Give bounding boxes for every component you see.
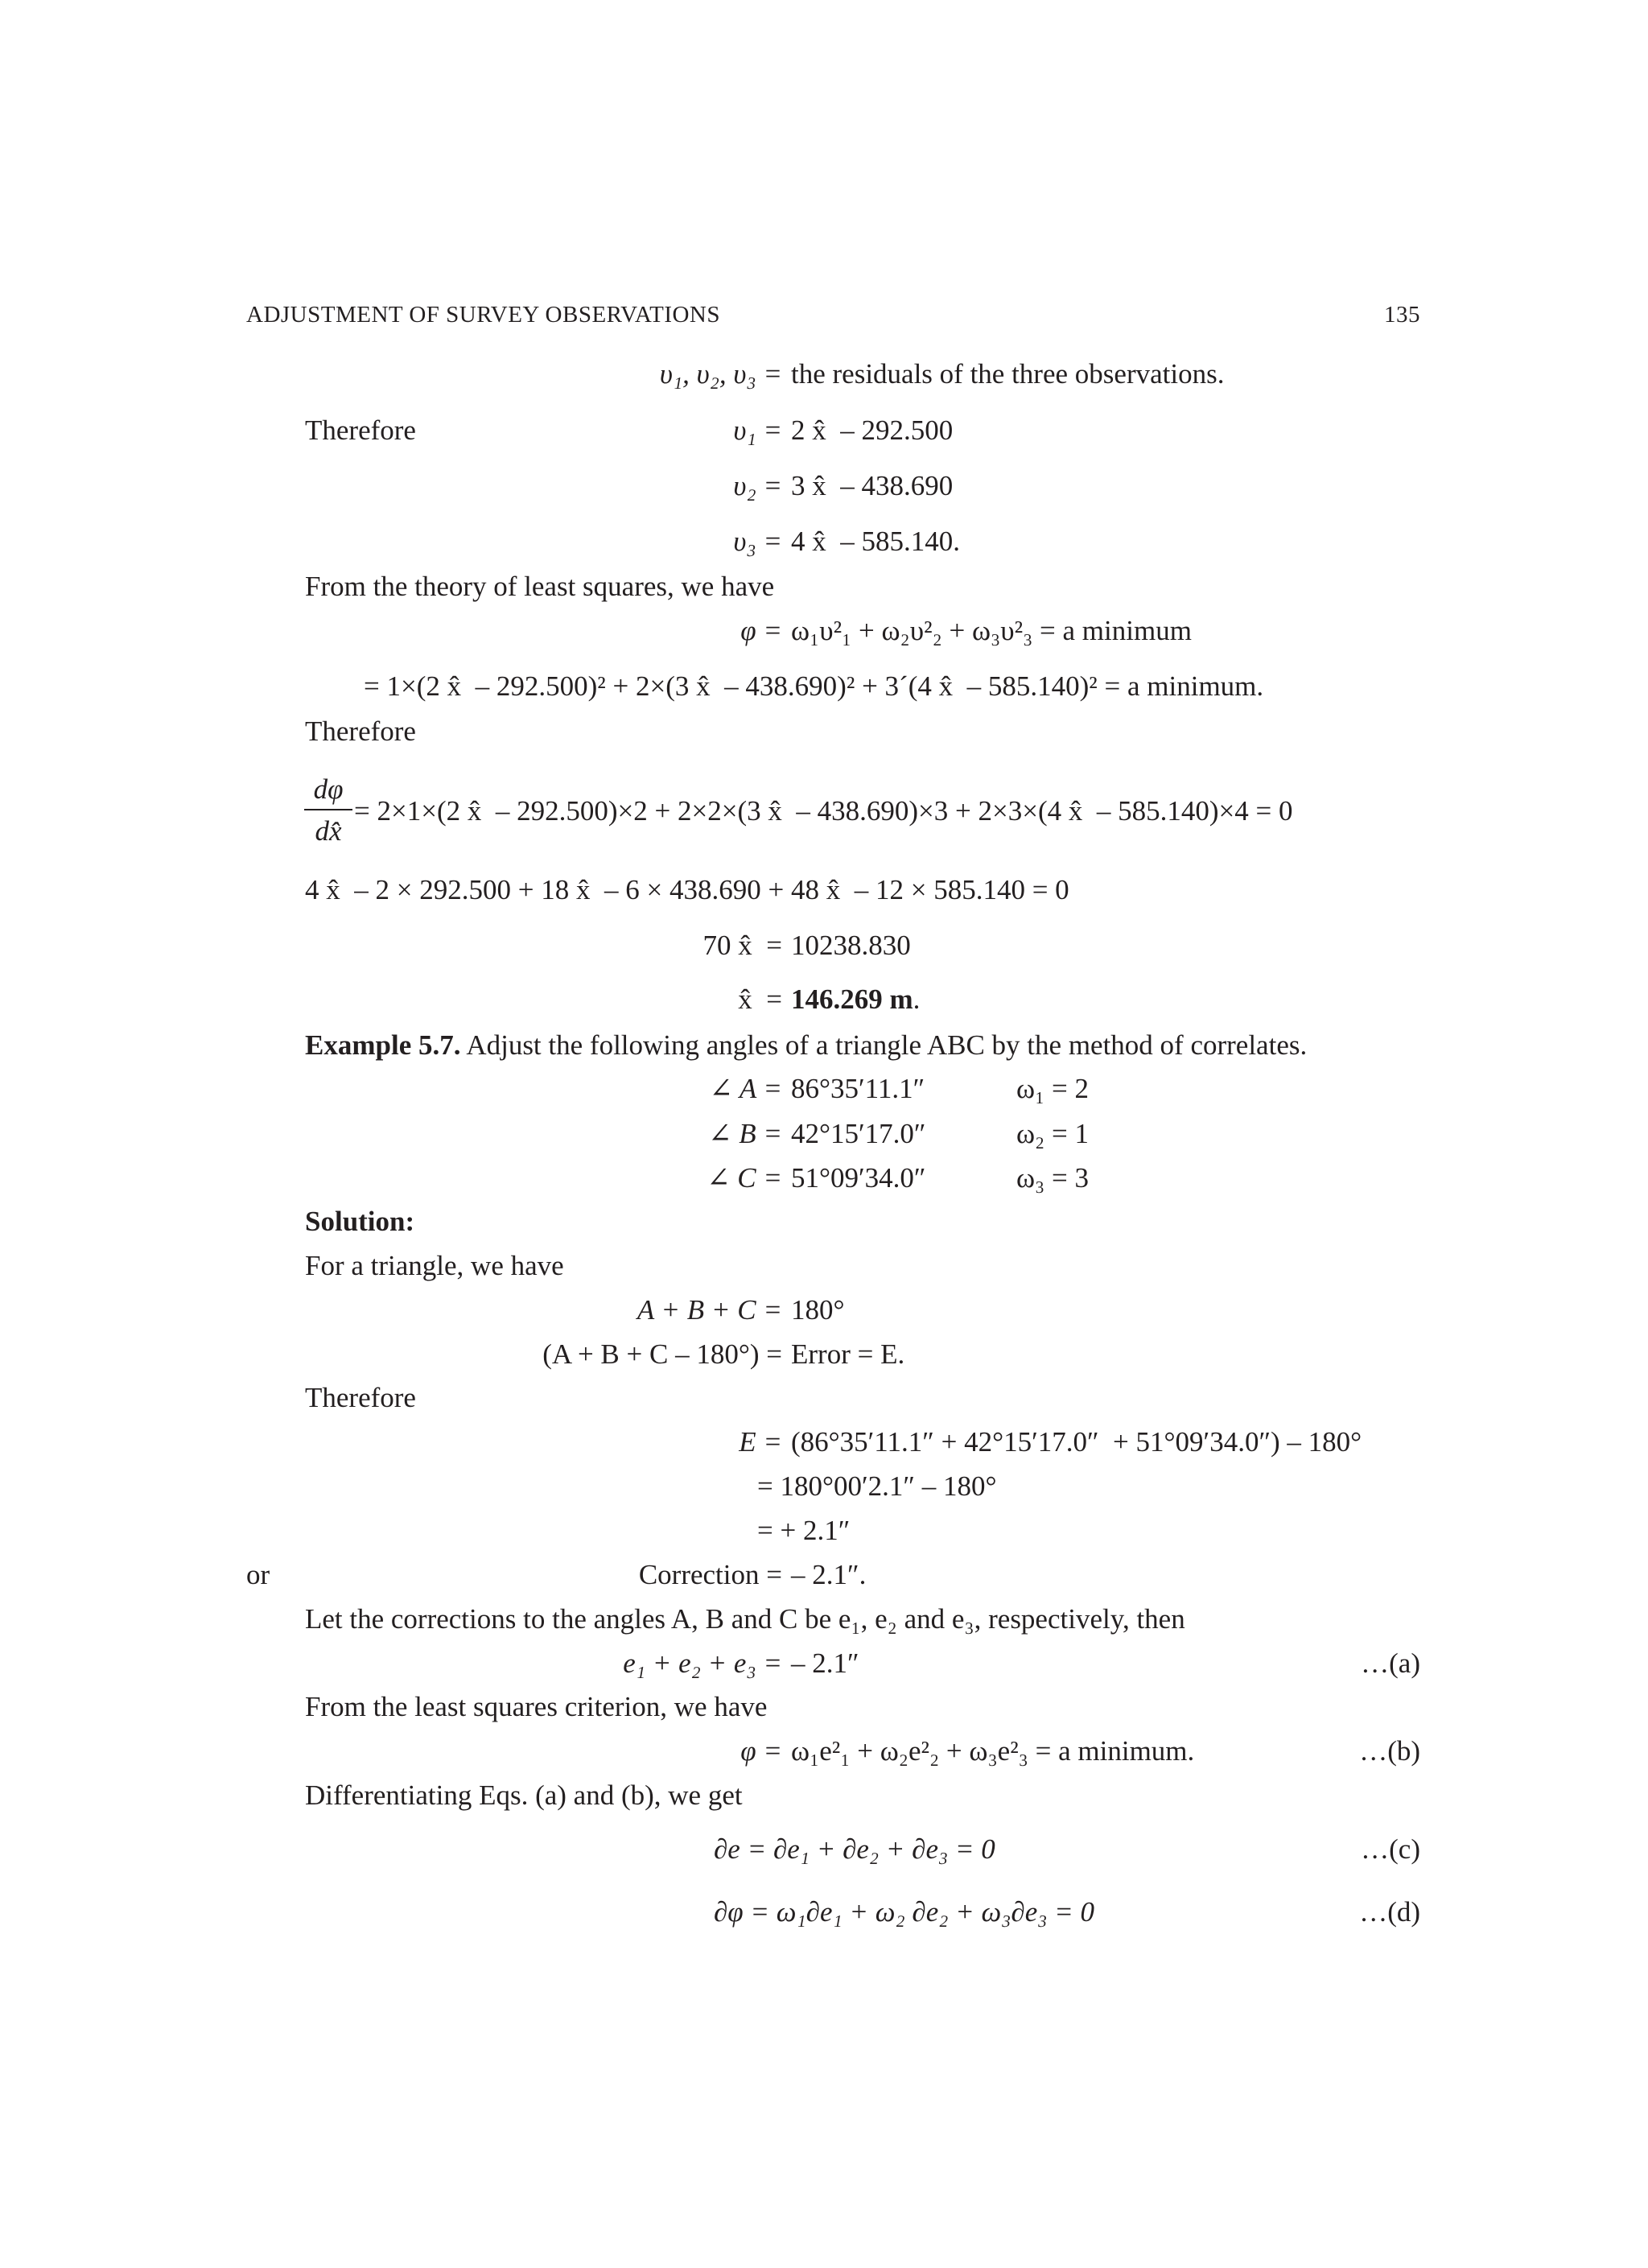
equation-a-rhs: – 2.1″ [791, 1647, 859, 1679]
correction-rhs: – 2.1″. [791, 1559, 867, 1590]
angle-b-lhs: ∠ B = [708, 1118, 782, 1149]
derivative-numerator: dφ [313, 773, 344, 805]
equation-b-rhs: ω₁e²₁ + ω₂e²₂ + ω₃e²₃ = a minimum. [791, 1735, 1195, 1767]
derivative-fraction [304, 775, 352, 845]
theory-intro: From the theory of least squares, we have [305, 571, 775, 602]
solution-heading: Solution: [305, 1206, 415, 1237]
therefore-label-2: Therefore [305, 715, 416, 747]
xhat-lhs: x̂ = [738, 983, 782, 1015]
error-lhs: (A + B + C – 180°) = [542, 1338, 782, 1370]
equation-d-tag: …(d) [1359, 1896, 1420, 1928]
or-label: or [246, 1559, 270, 1590]
page-number: 135 [1384, 302, 1420, 328]
weight-3: ω₃ = 3 [1016, 1162, 1089, 1194]
running-header-title: ADJUSTMENT OF SURVEY OBSERVATIONS [246, 302, 720, 328]
residuals-def-rhs: the residuals of the three observations. [791, 358, 1225, 390]
xhat-result: 146.269 m. [791, 983, 921, 1015]
angle-c-lhs: ∠ C = [707, 1162, 782, 1194]
expanded-derivative: 4 x̂ – 2 × 292.500 + 18 x̂ – 6 × 438.690 + 48 x̂ – 12 × 585.140 = 0 [305, 874, 1069, 905]
derivative-denominator: dx̂ [315, 815, 342, 847]
weight-2: ω₂ = 1 [1016, 1118, 1089, 1149]
equation-a-lhs: e₁ + e₂ + e₃ = [623, 1647, 782, 1679]
error-E-lhs: E = [739, 1426, 782, 1458]
v1-rhs: 2 x̂ – 292.500 [791, 414, 954, 446]
sum-lhs: 70 x̂ = [702, 930, 782, 961]
sum-rhs: 10238.830 [791, 930, 911, 961]
v3-lhs: υ₃ = [733, 526, 782, 557]
equation-c-tag: …(c) [1361, 1833, 1420, 1865]
phi-equation-lhs: φ = [740, 615, 782, 646]
xhat-value: 146.269 m [791, 983, 913, 1015]
v2-lhs: υ₂ = [733, 470, 782, 501]
equation-c: ∂e = ∂e₁ + ∂e₂ + ∂e₃ = 0 [714, 1833, 995, 1865]
example-label: Example 5.7. [305, 1029, 461, 1061]
phi-equation-rhs: ω₁υ²₁ + ω₂υ²₂ + ω₃υ²₃ = a minimum [791, 615, 1192, 646]
angle-a-lhs: ∠ A = [709, 1073, 782, 1104]
v3-rhs: 4 x̂ – 585.140. [791, 526, 960, 557]
error-E-line-3: = + 2.1″ [757, 1515, 851, 1546]
v2-rhs: 3 x̂ – 438.690 [791, 470, 954, 501]
expanded-minimum: = 1×(2 x̂ – 292.500)² + 2×(3 x̂ – 438.690)² + 3´(4 x̂ – 585.140)² = a minimum. [364, 670, 1264, 702]
derivative-rhs: = 2×1×(2 x̂ – 292.500)×2 + 2×2×(3 x̂ – 438.690)×3 + 2×3×(4 x̂ – 585.140)×4 = 0 [354, 795, 1293, 827]
angle-b-value: 42°15′17.0″ [791, 1118, 926, 1149]
residuals-def-lhs: υ₁, υ₂, υ₃ = [659, 358, 782, 390]
triangle-intro: For a triangle, we have [305, 1250, 564, 1281]
therefore-label-1: Therefore [305, 414, 416, 446]
error-rhs: Error = E. [791, 1338, 905, 1370]
sum-angles-rhs: 180° [791, 1294, 845, 1326]
therefore-label-3: Therefore [305, 1382, 416, 1413]
v1-lhs: υ₁ = [733, 414, 782, 446]
equation-d: ∂φ = ω₁∂e₁ + ω₂ ∂e₂ + ω₃∂e₃ = 0 [714, 1896, 1095, 1928]
equation-a-tag: …(a) [1361, 1647, 1420, 1679]
correction-lhs: Correction = [638, 1559, 782, 1590]
lsq-intro: From the least squares criterion, we have [305, 1691, 768, 1722]
sum-angles-lhs: A + B + C = [637, 1294, 782, 1326]
equation-b-lhs: φ = [740, 1735, 782, 1767]
error-E-rhs: (86°35′11.1″ + 42°15′17.0″ + 51°09′34.0″) – 180° [791, 1426, 1362, 1458]
fraction-bar [304, 809, 352, 810]
example-text: Adjust the following angles of a triangle ABC by the method of correlates. [466, 1029, 1308, 1061]
equation-b-tag: …(b) [1359, 1735, 1420, 1767]
diff-intro: Differentiating Eqs. (a) and (b), we get [305, 1779, 743, 1811]
corrections-intro: Let the corrections to the angles A, B and C be e₁, e₂ and e₃, respectively, then [305, 1603, 1185, 1635]
error-E-line-2: = 180°00′2.1″ – 180° [757, 1470, 997, 1502]
angle-c-value: 51°09′34.0″ [791, 1162, 926, 1194]
example-statement [305, 1031, 1307, 1059]
weight-1: ω₁ = 2 [1016, 1073, 1089, 1104]
angle-a-value: 86°35′11.1″ [791, 1073, 925, 1104]
